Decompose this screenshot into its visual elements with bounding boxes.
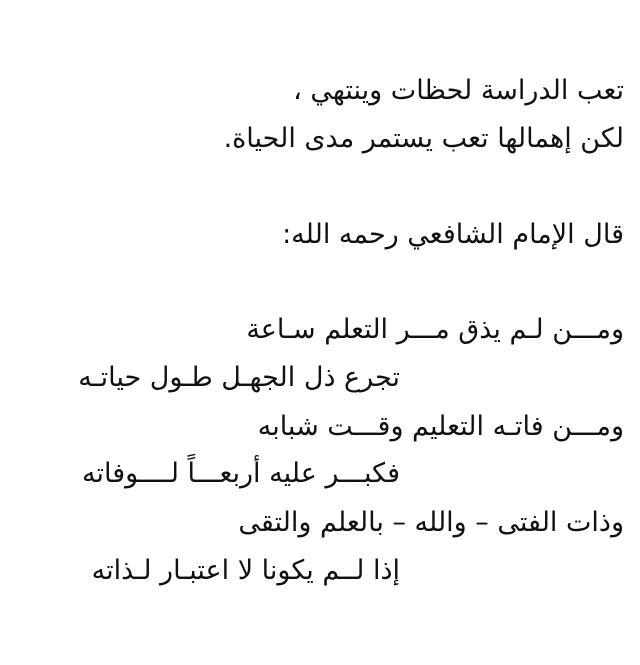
poem-verse-2: تجرع ذل الجهـل طـول حياتـه: [78, 362, 400, 393]
intro-line-2: لكن إهمالها تعب يستمر مدى الحياة.: [223, 123, 624, 154]
poem-verse-6: إذا لــم يكونا لا اعتبـار لـذاته: [91, 555, 400, 586]
attribution-line: قال الإمام الشافعي رحمه الله:: [282, 219, 624, 250]
poem-verse-3: ومـــن فاتـه التعليم وقـــت شبابه: [257, 411, 624, 442]
poem-verse-4: فكبـــر عليه أربعـــاً لــــوفاته: [82, 458, 400, 489]
poem-verse-1: ومـــن لـم يذق مـــر التعلم سـاعة: [246, 314, 624, 345]
intro-line-1: تعب الدراسة لحظات وينتهي ،: [293, 75, 624, 106]
poem-verse-5: وذات الفتى – والله – بالعلم والتقى: [238, 507, 624, 538]
